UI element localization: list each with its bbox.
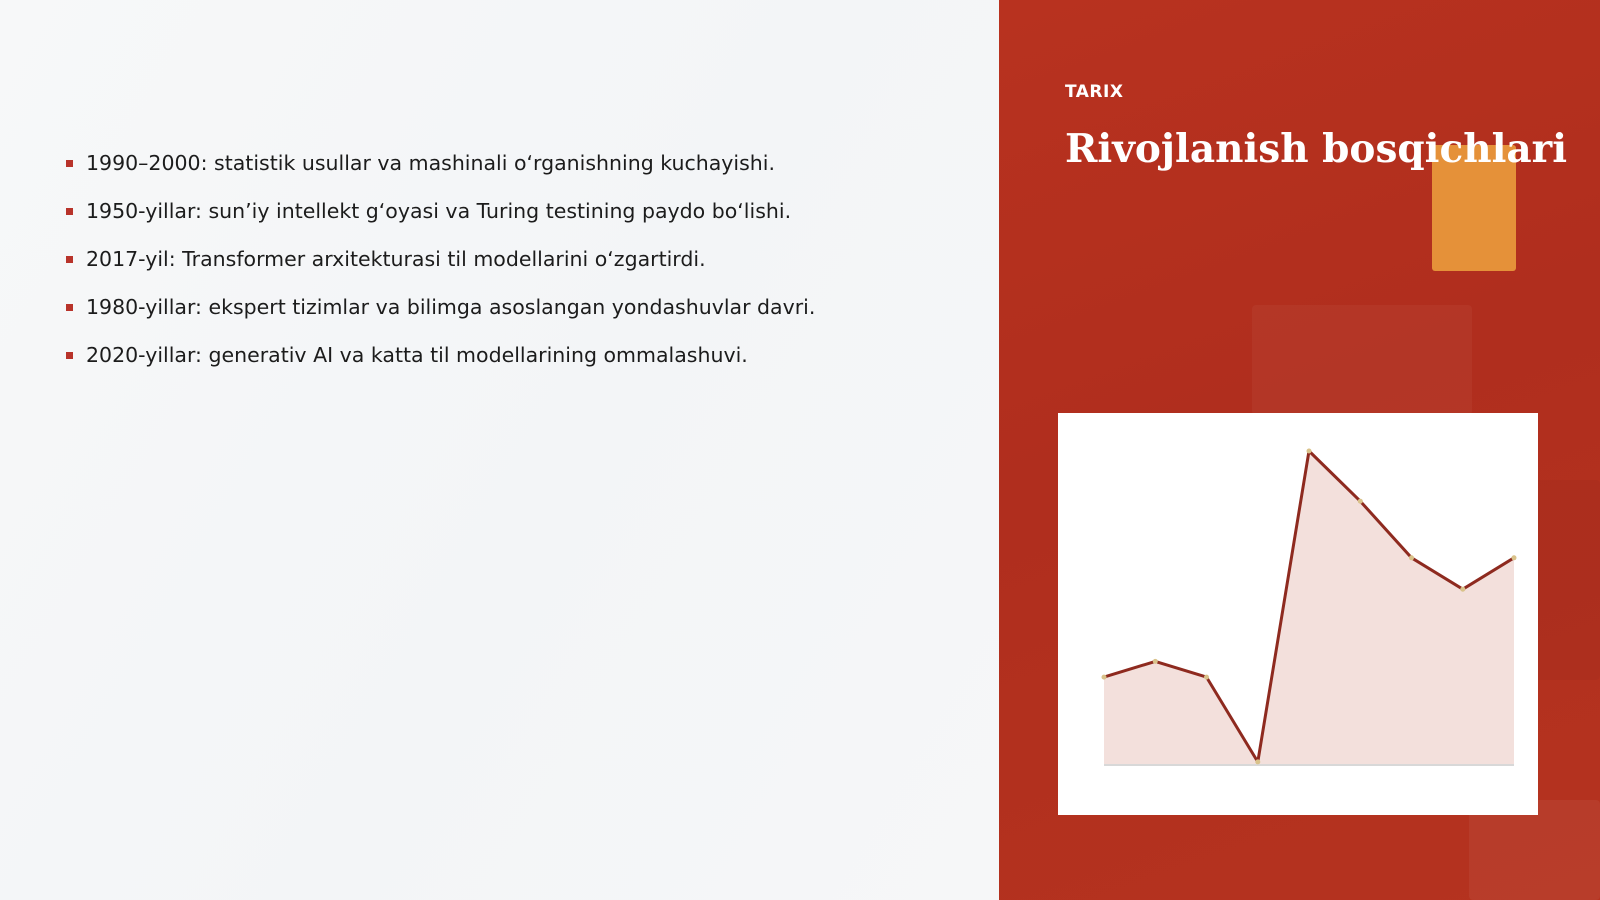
chart-point [1512,555,1517,560]
list-item-text: 1990–2000: statistik usullar va mashinali oʻrganishning kuchayishi. [86,151,776,175]
list-item [66,139,815,187]
chart-point [1204,675,1209,680]
chart-area-fill [1104,451,1514,765]
chart-point [1358,499,1363,504]
milestone-list [66,139,815,379]
list-item [66,283,815,331]
section-label: TARIX [1065,82,1124,102]
list-item-text: 2017-yil: Transformer arxitekturasi til modellarini oʻzgartirdi. [86,247,706,271]
list-item-text: 2020-yillar: generativ AI va katta til modellarining ommalashuvi. [86,343,748,367]
page-title: Rivojlanish bosqichlari [1065,126,1568,172]
list-item [66,331,815,379]
chart-point [1102,675,1107,680]
bullet-marker-icon [66,352,73,359]
decorative-block [1252,305,1472,415]
bullet-marker-icon [66,208,73,215]
decorative-block [1469,800,1600,900]
bullet-marker-icon [66,304,73,311]
sidebar-panel [999,0,1600,900]
chart-point [1307,449,1312,454]
area-chart [1058,413,1538,815]
bullet-marker-icon [66,256,73,263]
list-item [66,187,815,235]
list-item-text: 1950-yillar: sun’iy intellekt gʻoyasi va Turing testining paydo boʻlishi. [86,199,792,223]
chart-point [1255,759,1260,764]
bullet-marker-icon [66,160,73,167]
list-item-text: 1980-yillar: ekspert tizimlar va bilimga asoslangan yondashuvlar davri. [86,295,816,319]
chart-point [1460,587,1465,592]
chart-card [1058,413,1538,815]
list-item [66,235,815,283]
chart-point [1409,555,1414,560]
chart-point [1153,659,1158,664]
